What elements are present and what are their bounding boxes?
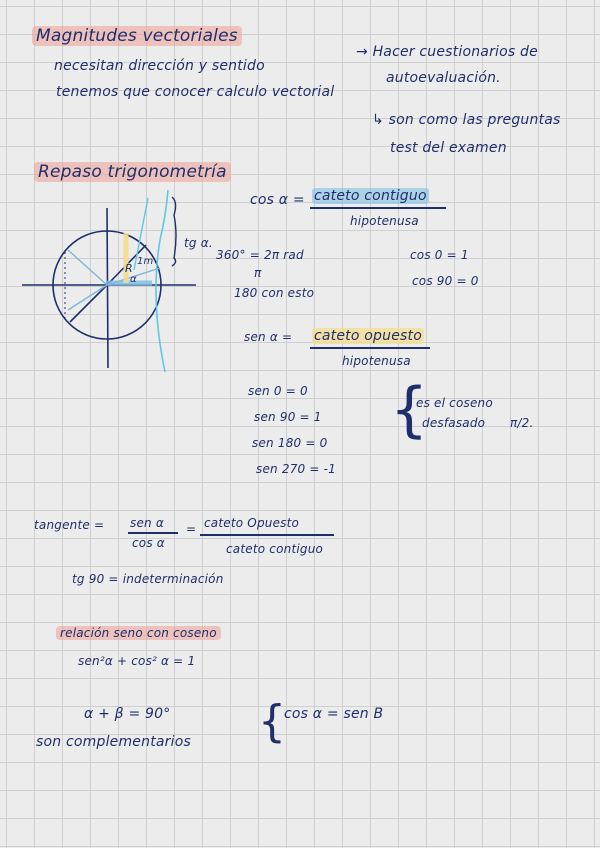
pi-half: π/2.: [510, 416, 534, 430]
tangente-equals: =: [186, 522, 197, 536]
es-el-coseno: es el coseno: [416, 396, 493, 410]
tangente-opuesto-num: cateto Opuesto: [204, 516, 300, 530]
circle-label-1m: 1m: [137, 256, 154, 267]
brace-sen-values: {: [390, 375, 429, 445]
cos-0: cos 0 = 1: [410, 248, 469, 262]
identity-equation: sen²α + cos² α = 1: [78, 654, 196, 668]
sen-alpha-label: sen α =: [244, 330, 293, 344]
brace-complementarios: {: [258, 696, 286, 747]
sen-270: sen 270 = -1: [256, 462, 337, 476]
note-son: ↳ son como las preguntas: [372, 112, 561, 128]
note-direccion: necesitan dirección y sentido: [54, 58, 265, 74]
sen-0: sen 0 = 0: [248, 384, 308, 398]
cos-90: cos 90 = 0: [412, 274, 479, 288]
cos-alpha-label: cos α =: [250, 192, 305, 208]
fraction-bar-tg-2: [200, 534, 334, 536]
alpha-beta-equation: α + β = 90°: [84, 706, 171, 722]
note-test: test del examen: [390, 140, 507, 156]
pi-symbol: π: [254, 266, 262, 280]
cos-sen-b: cos α = sen B: [284, 706, 384, 722]
cateto-opuesto-num: cateto opuesto: [314, 328, 422, 344]
cateto-contiguo-num: cateto contiguo: [314, 188, 427, 204]
tg-90: tg 90 = indeterminación: [72, 572, 224, 586]
note-hacer: → Hacer cuestionarios de: [356, 44, 538, 60]
tangente-contiguo-den: cateto contiguo: [226, 542, 324, 556]
hipotenusa-den-1: hipotenusa: [350, 214, 419, 228]
circle-label-r: R: [125, 262, 133, 275]
eq-180: 180 con esto: [234, 286, 315, 300]
label-tg-alpha: tg α.: [184, 236, 213, 250]
fraction-bar-sen: [310, 347, 430, 349]
relacion-heading: relación seno con coseno: [56, 626, 221, 640]
fraction-bar-tg-1: [128, 532, 178, 534]
circle-label-alpha: α: [130, 274, 137, 285]
tangente-label: tangente =: [34, 518, 105, 532]
desfasado: desfasado: [422, 416, 486, 430]
note-autoeval: autoevaluación.: [386, 70, 501, 86]
tangente-sen-num: sen α: [130, 516, 164, 530]
title-repaso: Repaso trigonometría: [34, 162, 231, 182]
sen-90: sen 90 = 1: [254, 410, 322, 424]
eq-360: 360° = 2π rad: [216, 248, 304, 262]
tangente-cos-den: cos α: [132, 536, 165, 550]
sen-180: sen 180 = 0: [252, 436, 328, 450]
title-magnitudes: Magnitudes vectoriales: [32, 26, 242, 46]
fraction-bar-cos: [310, 207, 446, 209]
note-calculo: tenemos que conocer calculo vectorial: [56, 84, 335, 100]
hipotenusa-den-2: hipotenusa: [342, 354, 411, 368]
complementarios-label: son complementarios: [36, 734, 191, 750]
